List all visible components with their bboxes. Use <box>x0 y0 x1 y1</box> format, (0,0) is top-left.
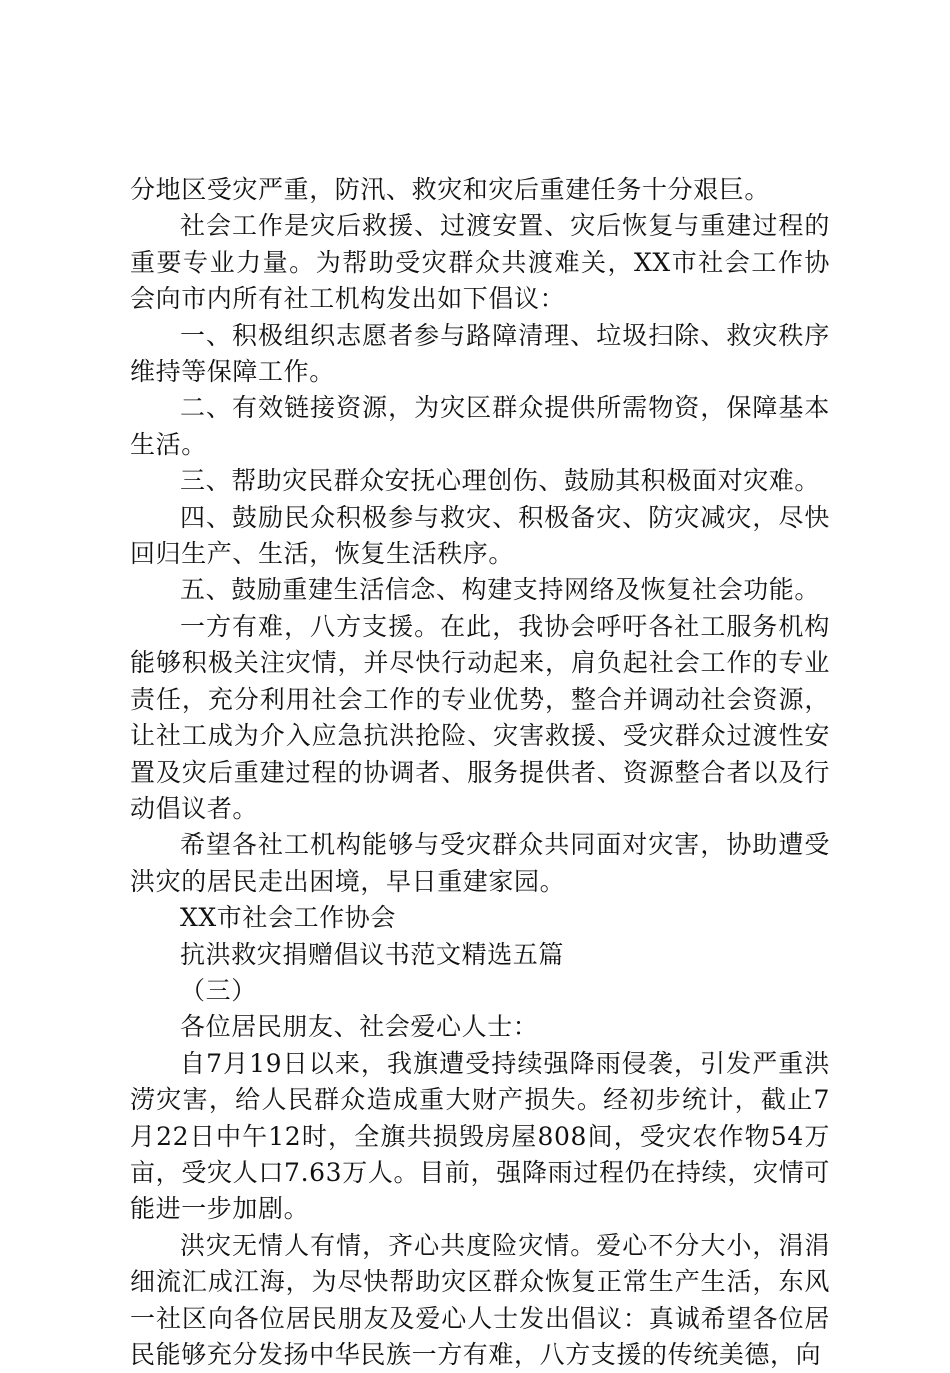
paragraph-continuation: 分地区受灾严重，防汛、救灾和灾后重建任务十分艰巨。 <box>130 175 771 204</box>
proposal-item-2: 二、有效链接资源，为灾区群众提供所需物资，保障基本生活。 <box>130 393 830 459</box>
paragraph-social-work-intro: 社会工作是灾后救援、过渡安置、灾后恢复与重建过程的重要专业力量。为帮助受灾群众共渡难关，XX市社会工作协会向市内所有社工机构发出如下倡议： <box>130 211 830 314</box>
proposal-item-1: 一、积极组织志愿者参与路障清理、垃圾扫除、救灾秩序维持等保障工作。 <box>130 320 830 387</box>
salutation: 各位居民朋友、社会爱心人士： <box>180 1012 539 1042</box>
paragraph-donation-call: 洪灾无情人有情，齐心共度险灾情。爱心不分大小，涓涓细流汇成江海，为尽快帮助灾区群众恢复正常生产生活，东风一社区向各位居民朋友及爱心人士发出倡议：真诚希望各位居民能够充分发扬中华民族一方有难，八方支援的传统美德，向 <box>130 1230 830 1369</box>
proposal-item-5: 五、鼓励重建生活信念、构建支持网络及恢复社会功能。 <box>180 575 821 605</box>
proposal-item-4: 四、鼓励民众积极参与救灾、积极备灾、防灾减灾，尽快回归生产、生活，恢复生活秩序。 <box>130 502 830 569</box>
signature-association: XX市社会工作协会 <box>180 903 396 933</box>
paragraph-appeal: 一方有难，八方支援。在此，我协会呼吁各社工服务机构能够积极关注灾情，并尽快行动起来，肩负起社会工作的专业责任，充分利用社会工作的专业优势，整合并调动社会资源，让社工成为介入应急抗洪抢险、灾害救援、受灾群众过渡性安置及灾后重建过程的协调者、服务提供者、资源整合者以及行动倡议者。 <box>130 611 830 823</box>
section-title: 抗洪救灾捐赠倡议书范文精选五篇 <box>180 939 565 969</box>
document-body <box>130 172 830 1373</box>
paragraph-disaster-stats: 自7月19日以来，我旗遭受持续强降雨侵袭，引发严重洪涝灾害，给人民群众造成重大财产损失。经初步统计，截止7月22日中午12时，全旗共损毁房屋808间，受灾农作物54万亩，受灾人口7.63万人。目前，强降雨过程仍在持续，灾情可能进一步加剧。 <box>130 1048 830 1224</box>
section-number: （三） <box>180 975 257 1005</box>
proposal-item-3: 三、帮助灾民群众安抚心理创伤、鼓励其积极面对灾难。 <box>180 466 821 496</box>
paragraph-hope: 希望各社工机构能够与受灾群众共同面对灾害，协助遭受洪灾的居民走出困境，早日重建家园。 <box>130 830 830 896</box>
